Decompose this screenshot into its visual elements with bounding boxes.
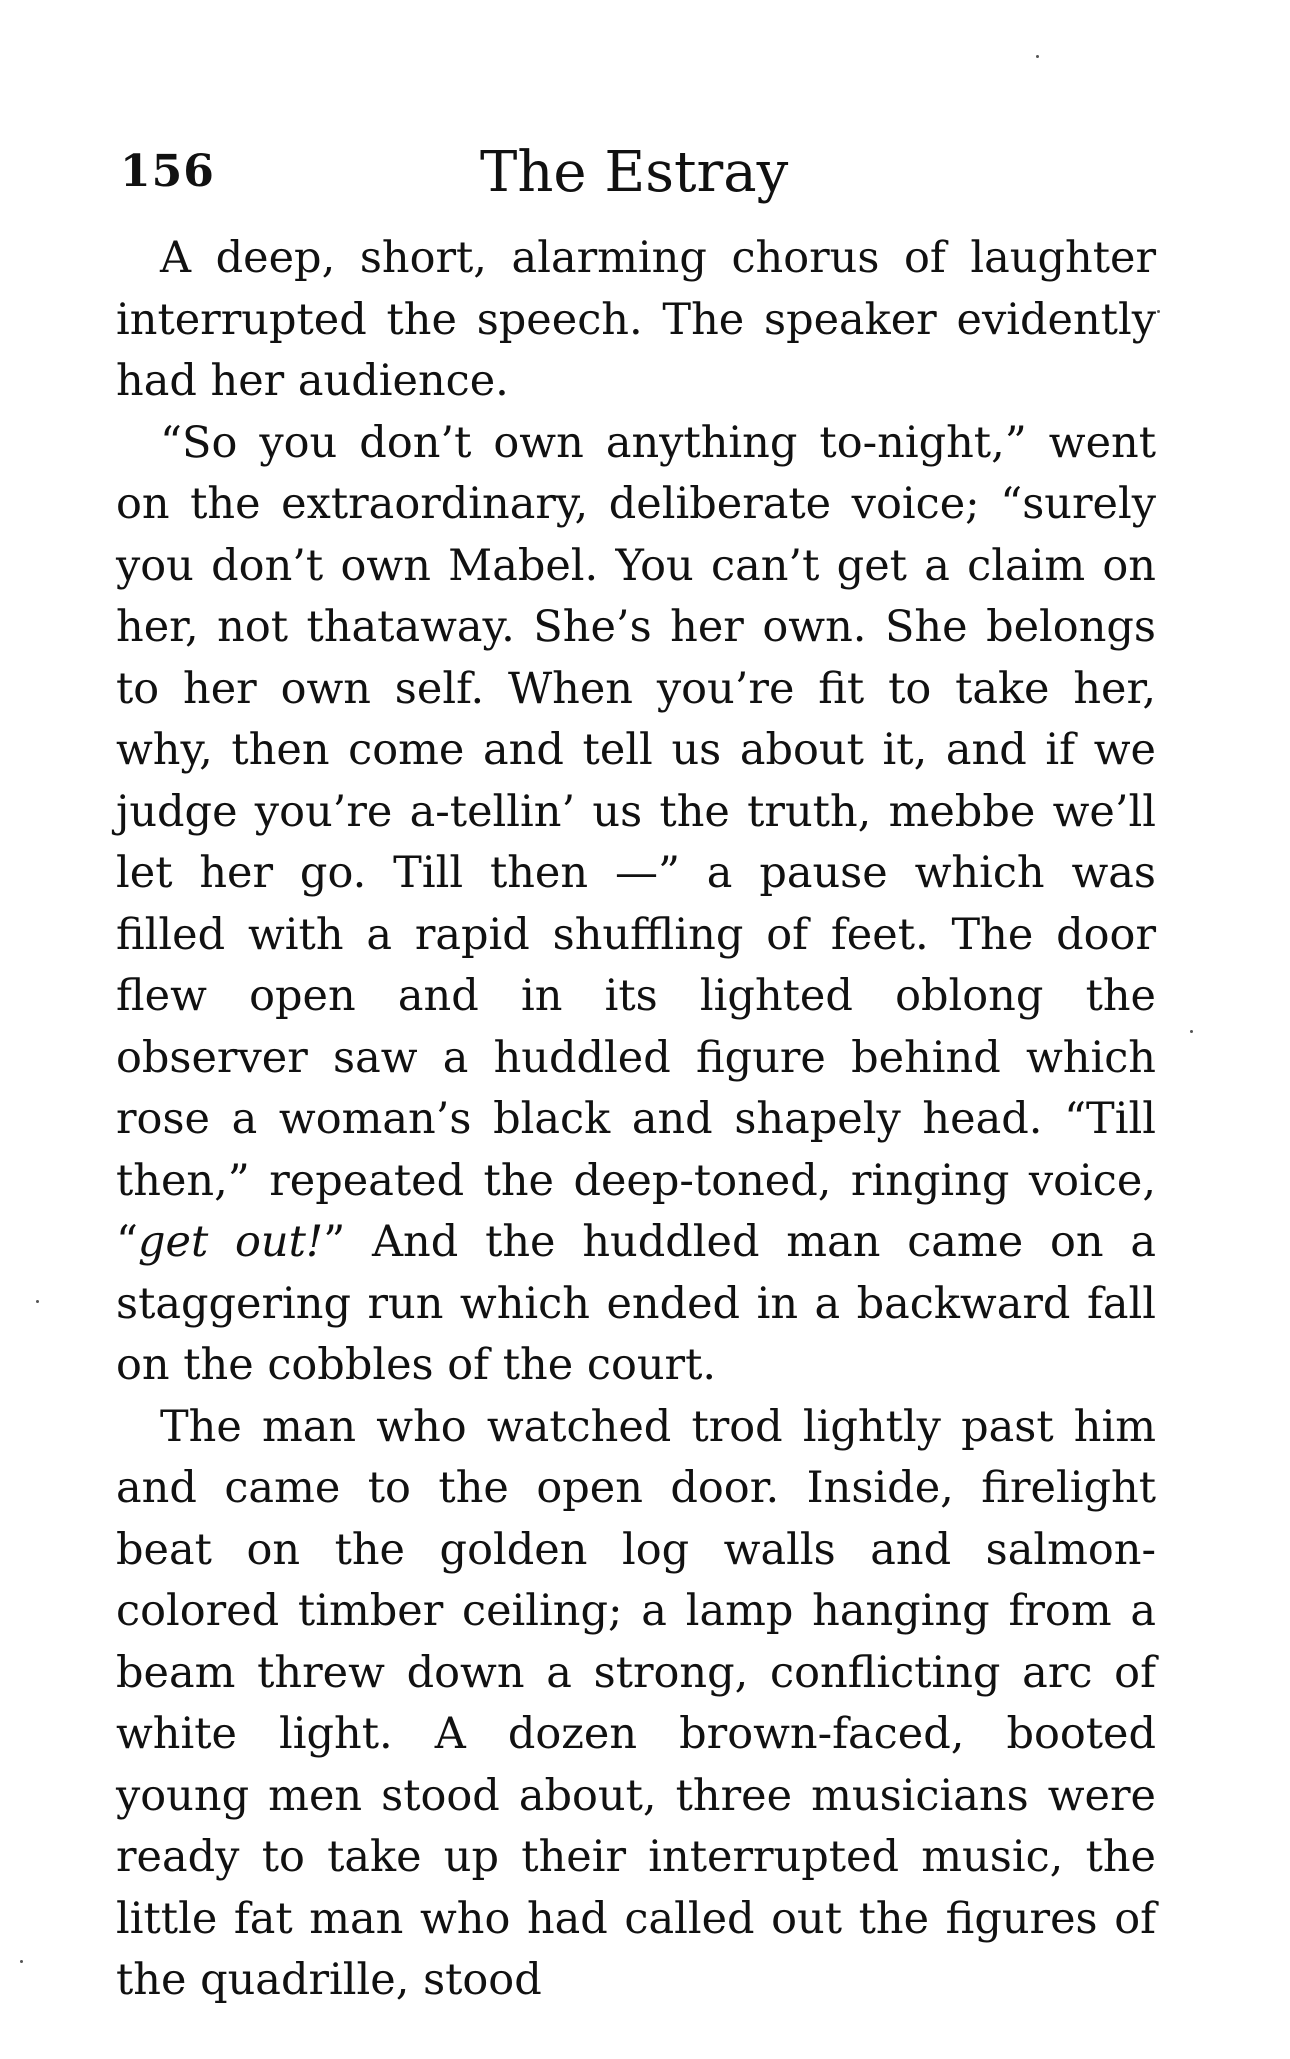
paragraph-2-italic-text: get out! (137, 1217, 324, 1267)
scan-speck (1190, 1030, 1193, 1033)
scan-speck (20, 1960, 23, 1963)
paragraph-1-text: A deep, short, alarming chorus of laughter interrupted the speech. The speaker evidently had her audience. (116, 233, 1156, 406)
paragraph-2-text-after: ” And the huddled man came on a staggering run which ended in a backward fall on the cobbles of the court. (116, 1217, 1156, 1390)
running-head (120, 140, 1170, 210)
paragraph-1 (116, 228, 1156, 413)
scan-speck (1157, 310, 1160, 313)
body-text (116, 228, 1156, 2012)
paragraph-3 (116, 1397, 1156, 2012)
paragraph-3-text: The man who watched trod lightly past him and came to the open door. Inside, firelight beat on the golden log walls and salmon-colored timber ceiling; a lamp hanging from a beam threw down a strong, conflicting arc of white light. A dozen brown-faced, booted young men stood about, three musicians were ready to take up their interrupted music, the little fat man who had called out the figures of the quadrille, stood (116, 1401, 1156, 2005)
paragraph-2 (116, 413, 1156, 1397)
scan-speck (36, 1300, 39, 1303)
paragraph-2-text-before: “So you don’t own anything to-night,” went on the extraordinary, deliberate voice; “surely you don’t own Mabel. You can’t get a claim on her, not thataway. She’s her own. She belongs to her own self. When you’re fit to take her, why, then come and tell us about it, and if we judge you’re a-tellin’ us the truth, mebbe we’ll let her go. Till then —” a pause which was filled with a rapid shuffling of feet. The door flew open and in its lighted oblong the observer saw a huddled figure behind which rose a woman’s black and shapely head. “Till then,” repeated the deep-toned, ringing voice, “ (116, 417, 1156, 1267)
book-title: The Estray (480, 140, 789, 205)
page-number: 156 (120, 146, 215, 197)
scan-speck (1036, 55, 1039, 58)
